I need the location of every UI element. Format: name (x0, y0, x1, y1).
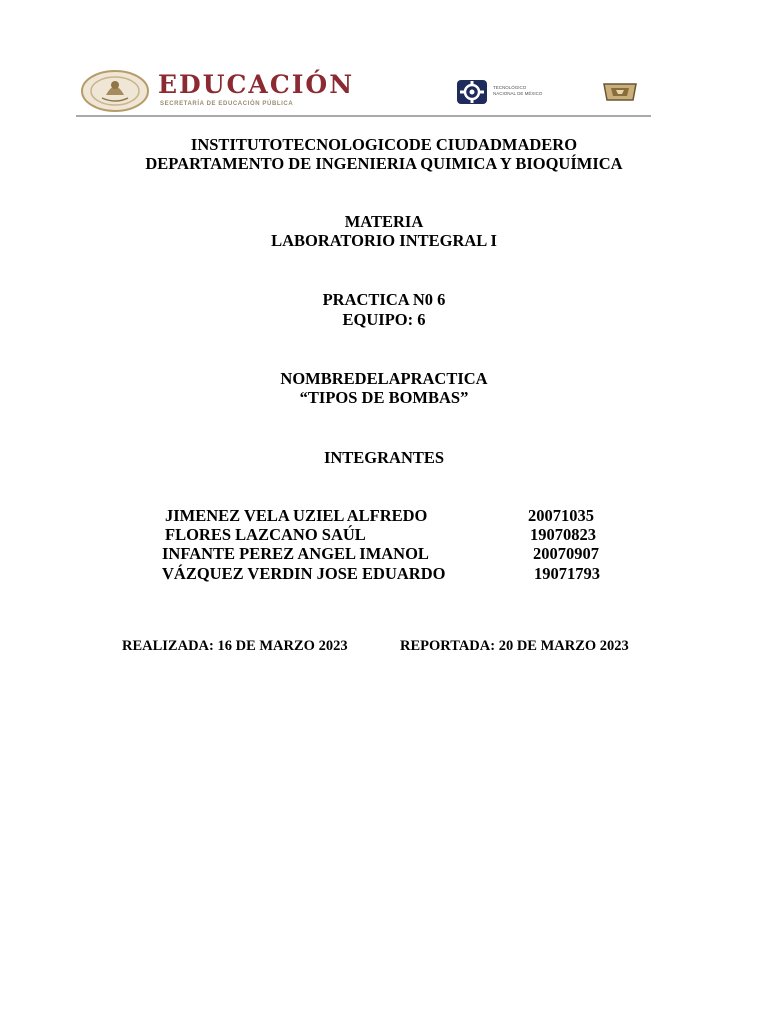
header-logos (80, 68, 650, 118)
mexico-seal-icon (80, 70, 150, 112)
members-heading: INTEGRANTES (323, 448, 445, 467)
department-name: DEPARTAMENTO DE INGENIERIA QUIMICA Y BIOQUÍMICA (145, 154, 623, 173)
date-realized: REALIZADA: 16 DE MARZO 2023 (122, 638, 348, 654)
member-id: 20071035 (528, 506, 594, 525)
itcm-shield-icon (600, 80, 640, 104)
team-number: EQUIPO: 6 (342, 310, 426, 329)
member-id: 19070823 (530, 525, 596, 544)
tecnm-name-line2: NACIONAL DE MÉXICO (493, 91, 543, 96)
tecnm-name (493, 85, 542, 97)
practice-title: “TIPOS DE BOMBAS” (299, 388, 469, 407)
practice-number: PRACTICA N0 6 (322, 290, 446, 309)
practice-name-label: NOMBREDELAPRACTICA (280, 369, 488, 388)
member-name: VÁZQUEZ VERDIN JOSE EDUARDO (162, 564, 446, 583)
member-name: FLORES LAZCANO SAÚL (165, 525, 366, 544)
tecnm-name-line1: TECNOLÓGICO (493, 85, 527, 90)
member-name: INFANTE PEREZ ANGEL IMANOL (162, 544, 429, 563)
subject-name: LABORATORIO INTEGRAL I (271, 231, 497, 250)
member-id: 19071793 (534, 564, 600, 583)
member-id: 20070907 (533, 544, 599, 563)
logo-subtitle: SECRETARÍA DE EDUCACIÓN PÚBLICA (160, 101, 294, 107)
subject-label: MATERIA (344, 212, 424, 231)
institution-name: INSTITUTOTECNOLOGICODE CIUDADMADERO (190, 135, 578, 154)
tecnm-gear-icon (455, 78, 489, 106)
header-divider (76, 115, 651, 117)
logo-title: EDUCACIÓN (158, 70, 355, 99)
date-reported: REPORTADA: 20 DE MARZO 2023 (400, 638, 629, 654)
member-name: JIMENEZ VELA UZIEL ALFREDO (165, 506, 428, 525)
